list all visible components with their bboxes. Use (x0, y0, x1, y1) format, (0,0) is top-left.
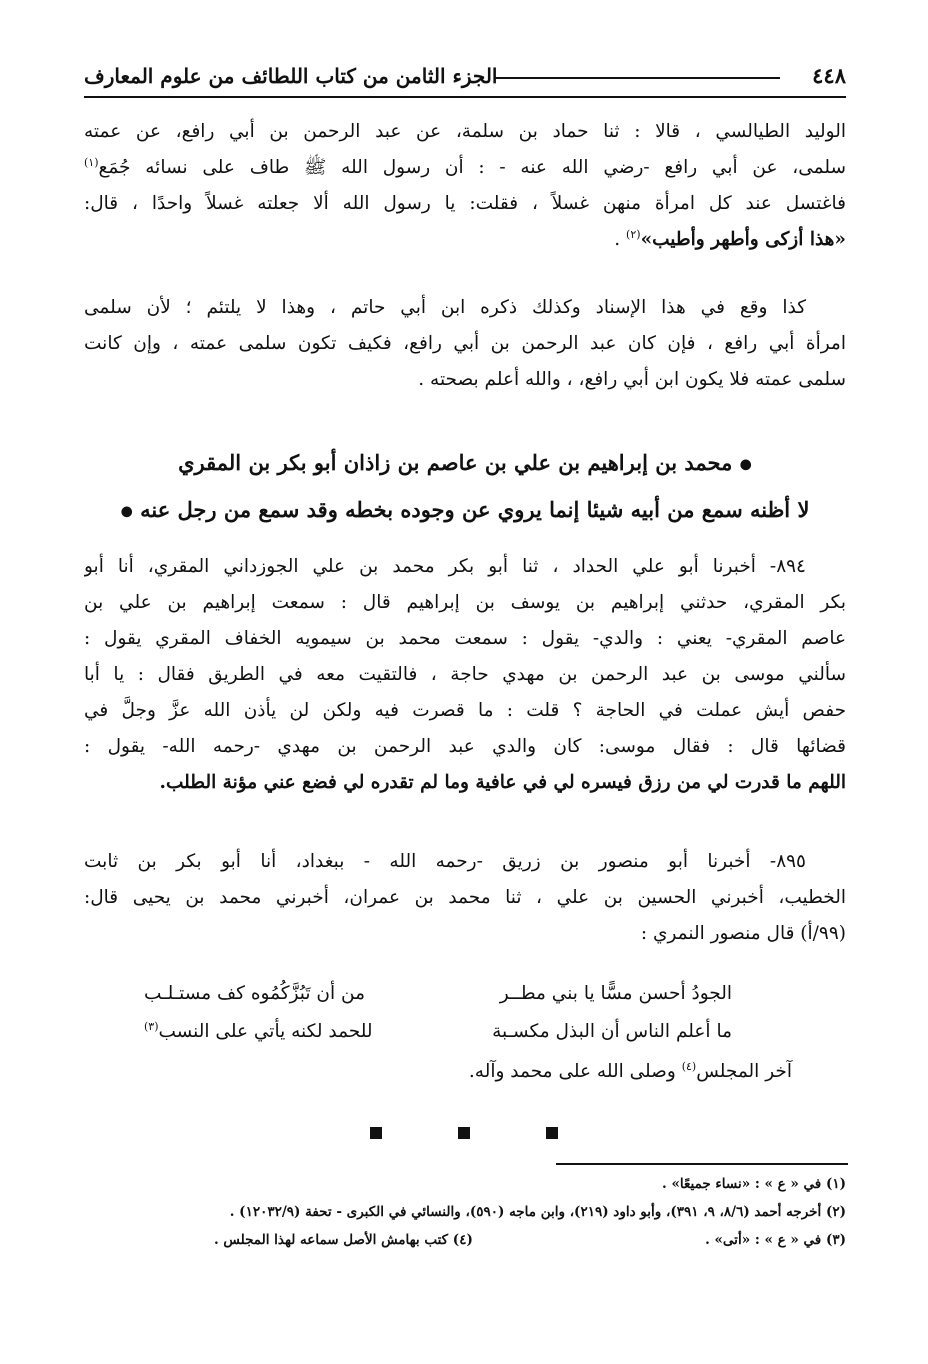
poem-verse-2 (84, 1014, 846, 1050)
verse-second-text: للحمد لكنه يأتي على النسب (158, 1021, 373, 1042)
text-line: الوليد الطيالسي ، قالا : ثنا حماد بن سلمة، عن عبد الرحمن بن أبي رافع، عن عمته (84, 121, 846, 142)
verse-second-hemistich: من أن تَبُزَّكُمُوه كف مستـلـب (144, 983, 366, 1004)
footnote-ref-3: (٣) (144, 1019, 159, 1033)
session-closing (469, 1054, 792, 1090)
biography-heading-line-1 (84, 441, 846, 487)
closing-text-a: آخر المجلس (696, 1061, 792, 1082)
footnote-separator (556, 1163, 848, 1165)
text-line: امرأة أبي رافع ، فإن كان عبد الرحمن بن أبي رافع، فكيف تكون سلمى عمته ، وإن كانت (84, 333, 846, 354)
text-line: قضائها قال : فقال موسى: كان والدي عبد الرحمن بن مهدي -رحمه الله- يقول : (84, 736, 846, 757)
verse-second-hemistich (144, 1014, 372, 1050)
page-number: ٤٤٨ (812, 63, 846, 88)
closing-text-b: وصلى الله على محمد وآله. (468, 1061, 682, 1082)
footnote-4: (٤) كتب بهامش الأصل سماعه لهذا المجلس . (214, 1232, 473, 1248)
biography-heading-text: محمد بن إبراهيم بن علي بن عاصم بن زاذان أبو بكر بن المقري (178, 450, 733, 475)
text-line: عاصم المقري- يعني : والدي- يقول : سمعت محمد بن سيمويه الخفاف المقري يقول : (84, 628, 846, 649)
text-line (84, 150, 846, 186)
biography-heading-line-2 (84, 488, 846, 534)
footnote-ref-2: (٢) (626, 227, 641, 241)
header-title: الجزء الثامن من كتاب اللطائف من علوم المعارف (84, 64, 498, 88)
footnote-1: (١) في « ع » : «نساء جميعًا» . (662, 1176, 846, 1192)
running-header (84, 60, 846, 98)
bullet-icon: ● (739, 456, 752, 473)
header-dash-rule (494, 77, 780, 79)
prophetic-saying: «هذا أزكى وأطهر وأطيب» (640, 229, 846, 250)
bullet-icon: ● (120, 503, 133, 520)
footnote-row (84, 1226, 846, 1254)
hadith-894 (84, 549, 846, 801)
verse-first-hemistich: الجودُ أحسن مسًّا يا بني مطــر (499, 983, 732, 1004)
text-line: ٨٩٥- أخبرنا أبو منصور بن زريق -رحمه الله - ببغداد، أنا أبو بكر بن ثابت (84, 851, 806, 872)
footnote-ref-4: (٤) (681, 1059, 697, 1073)
supplication-line: اللهم ما قدرت لي من رزق فيسره لي في عافية وما لم تقدره لي فضع عني مؤنة الطلب. (159, 772, 846, 793)
text-line: الخطيب، أخبرني الحسين بن علي ، ثنا محمد بن عمران، أخبرني محمد بن يحيى قال: (84, 887, 846, 908)
text-line: حفص أيش عملت في الحاجة ؟ قلت : ما قصرت فيه ولكن لن يأذن الله عزَّ وجلَّ في (84, 700, 846, 721)
text-line: سلمى عمته فلا يكون ابن أبي رافع، ، والله أعلم بصحته . (418, 369, 846, 390)
hadith-895 (84, 844, 846, 952)
text-line-content: سلمى، عن أبي رافع -رضي الله عنه - : أن رسول الله ﷺ طاف على نسائه جُمَع (98, 157, 846, 178)
footnote-ref-1: (١) (84, 155, 99, 169)
text-line: ٨٩٤- أخبرنا أبو علي الحداد ، ثنا أبو بكر محمد بن علي الجوزداني المقري، أنا أبو (84, 556, 806, 577)
text-line (84, 222, 846, 258)
text-line-tail: . (614, 229, 627, 250)
footnote-3: (٣) في « ع » : «أتى» . (705, 1232, 846, 1248)
text-line: (٩٩/أ) قال منصور النمري : (640, 923, 846, 944)
square-ornament-icon (546, 1127, 558, 1139)
biography-heading-text: لا أظنه سمع من أبيه شيئا إنما يروي عن وجوده بخطه وقد سمع من رجل عنه (140, 497, 810, 522)
text-line: كذا وقع في هذا الإسناد وكذلك ذكره ابن أبي حاتم ، وهذا لا يلتئم ؛ لأن سلمى (84, 297, 806, 318)
text-line: بكر المقري، حدثني إبراهيم بن يوسف بن إبراهيم قال : سمعت إبراهيم بن علي بن (84, 592, 846, 613)
paragraph-hadith-chain (84, 114, 846, 258)
section-end-ornament (0, 1124, 928, 1143)
verse-first-hemistich: ما أعلم الناس أن البذل مكسـبة (492, 1021, 732, 1042)
square-ornament-icon (370, 1127, 382, 1139)
footnote-2: (٢) أخرجه أحمد (٨/٦، ٩، ٣٩١)، وأبو داود (٢١٩)، وابن ماجه (٥٩٠)، والنسائي في الكبرى - تحفة (١٢٠٣٢/٩) . (229, 1204, 846, 1220)
paragraph-commentary (84, 290, 846, 398)
poem-verse-1 (84, 976, 846, 1012)
text-line: سألني موسى بن عبد الرحمن بن مهدي حاجة ، فالتقيت معه في الطريق فقال : يا أبا (84, 664, 846, 685)
text-line: فاغتسل عند كل امرأة منهن غسلاً ، فقلت: يا رسول الله ألا جعلته غسلاً واحدًا ، قال: (84, 193, 846, 214)
square-ornament-icon (458, 1127, 470, 1139)
footnotes (84, 1170, 846, 1254)
